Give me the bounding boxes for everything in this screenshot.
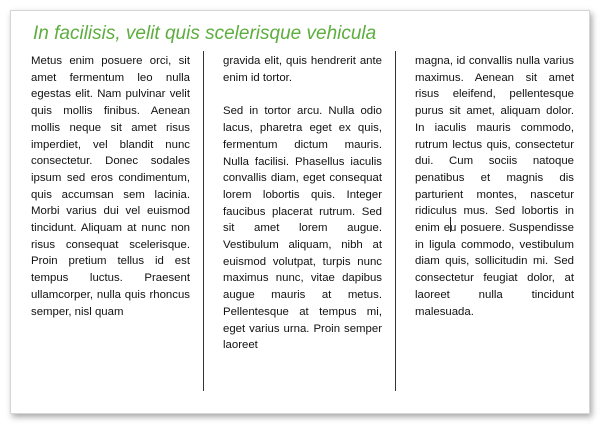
paragraph[interactable]: Metus enim posuere orci, sit amet fermentum leo nulla egestas elit. Nam pulvinar velit quis mollis finibus. Aenean mollis neque sit amet risus imperdiet, vel blandit nunc consectetur. Donec sodales ipsum sed eros condimentum, quis accumsan sem lacinia. Morbi varius dui vel euismod tincidunt. Aliquam at nunc non risus consequat scelerisque. Proin pretium tellus id est tempus luctus. Praesent ullamcorper, nulla quis rhoncus semper, nisl quam (31, 55, 190, 318)
document-page (10, 10, 590, 414)
paragraph[interactable]: gravida elit, quis hendrerit ante enim id tortor. (223, 55, 382, 84)
paragraph[interactable]: magna, id convallis nulla varius maximus. Aenean sit amet risus eleifend, pellentesque purus sit amet, aliquam dolor. In iaculis mauris commodo, rutrum lectus quis, consectetur dui. Cum sociis natoque penatibus et magnis dis parturient montes, nascetur ridiculus mus. Sed lobortis in enim eu posuere. Suspendisse in ligula commodo, vestibulum diam quis, sollicitudin mi. Sed consectetur feugiat dolor, at laoreet nulla tincidunt malesuada. (415, 55, 574, 318)
text-column-2[interactable] (223, 53, 382, 354)
paragraph[interactable]: Sed in tortor arcu. Nulla odio lacus, pharetra eget ex quis, fermentum dictum mauris. Nulla facilisi. Phasellus iaculis convallis diam, eget consequat lorem lobortis quis. Integer faucibus placerat rutrum. Sed sit amet lorem augue. Vestibulum aliquam, nibh at euismod volutpat, turpis nunc maximus nunc, vitae dapibus augue mauris at metus. Pellentesque at tempus mi, eget varius urna. Proin semper laoreet (223, 105, 382, 352)
text-cursor (450, 217, 451, 232)
text-column-1[interactable] (31, 53, 190, 320)
column-divider (203, 51, 204, 391)
document-title[interactable]: In facilisis, velit quis scelerisque vehicula (33, 23, 377, 44)
column-divider (395, 51, 396, 391)
text-column-3[interactable] (415, 53, 574, 320)
